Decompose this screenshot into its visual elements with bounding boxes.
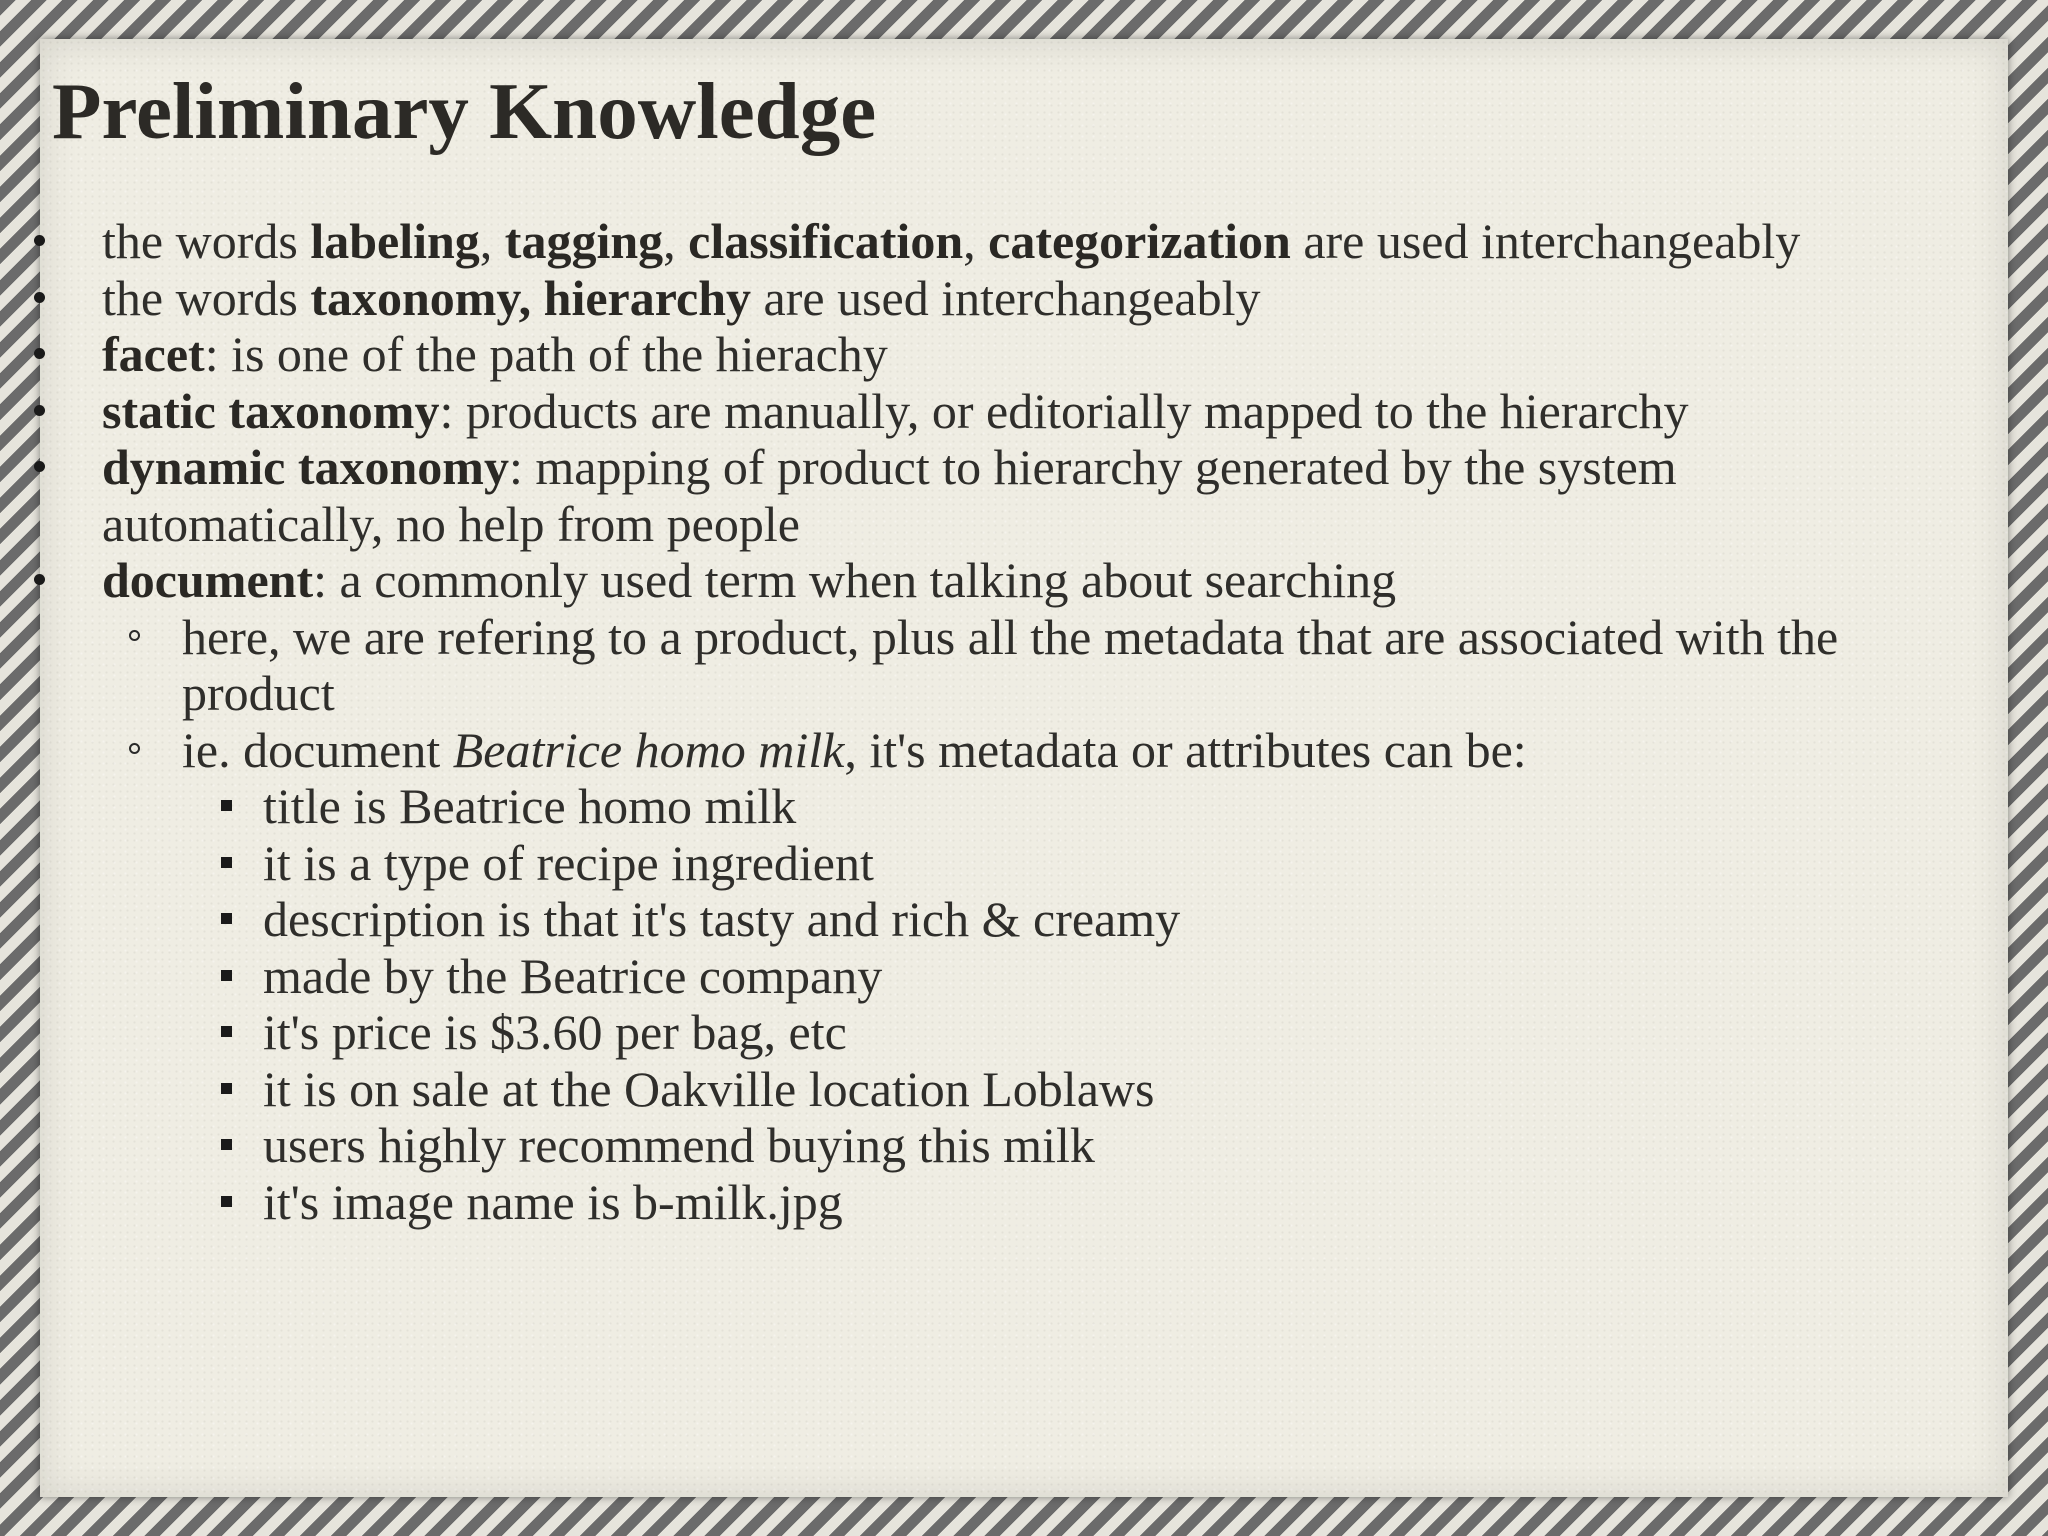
bullet-text: , xyxy=(963,213,989,269)
bullet-square-icon xyxy=(221,1026,232,1037)
bullet-list xyxy=(40,213,2008,1230)
sub-bullet-item xyxy=(40,722,2008,779)
bullet-circle-icon xyxy=(129,630,140,641)
attribute-text: it's image name is b-milk.jpg xyxy=(263,1173,843,1230)
attribute-item xyxy=(40,1061,2008,1118)
attribute-text: title is Beatrice homo milk xyxy=(263,778,797,834)
bullet-disc-icon xyxy=(34,235,45,246)
attribute-item xyxy=(40,778,2008,835)
term-facet: facet xyxy=(102,326,205,382)
bullet-square-icon xyxy=(221,857,232,868)
attribute-item xyxy=(40,1117,2008,1174)
sub-bullet-text: , it's metadata or attributes can be: xyxy=(844,721,1527,778)
attribute-text: users highly recommend buying this milk xyxy=(263,1117,1095,1173)
attribute-text: description is that it's tasty and rich & creamy xyxy=(263,891,1181,947)
attribute-text: it is on sale at the Oakville location Loblaws xyxy=(263,1060,1155,1117)
bullet-text: , xyxy=(479,213,505,269)
bullet-square-icon xyxy=(221,913,232,924)
bullet-item xyxy=(40,213,2008,270)
bullet-text: the words xyxy=(102,269,311,326)
attribute-item xyxy=(40,891,2008,948)
bullet-continuation: automatically, no help from people xyxy=(102,495,800,552)
attribute-item xyxy=(40,835,2008,892)
bullet-disc-icon xyxy=(34,574,45,585)
bullet-square-icon xyxy=(221,970,232,981)
attribute-text: made by the Beatrice company xyxy=(263,947,883,1004)
bullet-disc-icon xyxy=(34,292,45,303)
bullet-item xyxy=(40,552,2008,609)
sub-bullet-text: ie. document xyxy=(182,721,453,778)
attribute-item xyxy=(40,948,2008,1005)
bullet-square-icon xyxy=(221,1139,232,1150)
bullet-disc-icon xyxy=(34,461,45,472)
attribute-text: it's price is $3.60 per bag, etc xyxy=(263,1004,847,1060)
bullet-item xyxy=(40,439,2008,496)
bullet-square-icon xyxy=(221,1083,232,1094)
bullet-text: : a commonly used term when talking about searching xyxy=(313,552,1397,608)
bullet-text: are used interchangeably xyxy=(1290,213,1801,269)
bullet-text: the words xyxy=(102,213,311,269)
bullet-disc-icon xyxy=(34,348,45,359)
bullet-square-icon xyxy=(221,1196,232,1207)
term-classification: classification xyxy=(688,213,964,269)
term-tagging: tagging xyxy=(504,213,664,269)
bullet-item xyxy=(40,383,2008,440)
attribute-item xyxy=(40,1004,2008,1061)
bullet-text: , xyxy=(663,213,689,269)
bullet-text: : is one of the path of the hierachy xyxy=(204,326,888,382)
term-static-taxonomy: static taxonomy xyxy=(102,382,440,439)
attribute-text: it is a type of recipe ingredient xyxy=(263,834,874,891)
sub-bullet-text: here, we are refering to a product, plus all the metadata that are associated with the xyxy=(182,608,1839,665)
term-taxonomy-hierarchy: taxonomy, hierarchy xyxy=(310,269,752,326)
slide-title: Preliminary Knowledge xyxy=(52,66,877,156)
sub-bullet-item xyxy=(40,609,2008,666)
bullet-text: : products are manually, or editorially mapped to the hierarchy xyxy=(439,382,1689,439)
term-labeling: labeling xyxy=(310,213,480,269)
bullet-disc-icon xyxy=(34,405,45,416)
bullet-text: : mapping of product to hierarchy generated by the system xyxy=(508,439,1677,495)
slide xyxy=(40,39,2008,1497)
document-example-name: Beatrice homo milk xyxy=(452,721,845,778)
sub-bullet-continuation: product xyxy=(182,665,335,721)
bullet-item xyxy=(40,270,2008,327)
bullet-item xyxy=(40,326,2008,383)
bullet-square-icon xyxy=(221,800,232,811)
bullet-circle-icon xyxy=(129,743,140,754)
attribute-item xyxy=(40,1174,2008,1231)
term-categorization: categorization xyxy=(988,213,1291,269)
bullet-text: are used interchangeably xyxy=(751,269,1261,326)
term-document: document xyxy=(102,552,314,608)
term-dynamic-taxonomy: dynamic taxonomy xyxy=(102,439,509,495)
